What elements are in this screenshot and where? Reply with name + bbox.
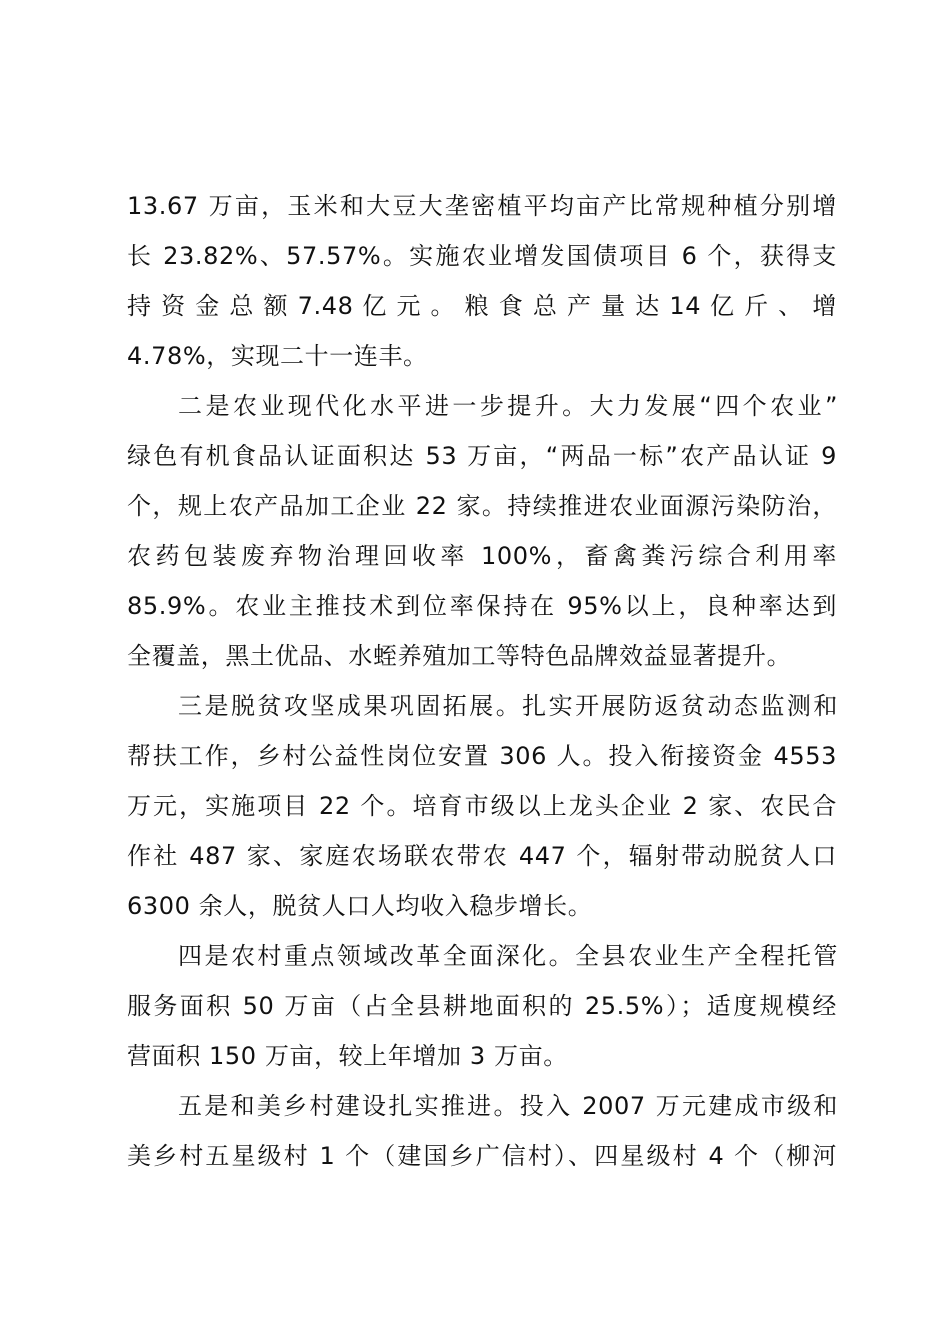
text-line: 营面积 150 万亩，较上年增加 3 万亩。 — [127, 1042, 568, 1070]
text-line: 作社 487 家、家庭农场联农带农 447 个，辐射带动脱贫人口 — [127, 842, 837, 870]
text-line: 全覆盖，黑土优品、水蛭养殖加工等特色品牌效益显著提升。 — [127, 642, 792, 670]
text-line: 农药包装废弃物治理回收率 100%，畜禽粪污综合利用率 — [127, 542, 837, 570]
paragraph-heading-line: 三是脱贫攻坚成果巩固拓展。扎实开展防返贫动态监测和 — [178, 692, 838, 720]
text-line: 持 资 金 总 额 7.48 亿 元 。 粮 食 总 产 量 达 14 亿 斤 、 增 — [127, 292, 837, 320]
text-line: 帮扶工作，乡村公益性岗位安置 306 人。投入衔接资金 4553 — [127, 742, 837, 770]
text-line: 6300 余人，脱贫人口人均收入稳步增长。 — [127, 892, 593, 920]
text-line: 个，规上农产品加工企业 22 家。持续推进农业面源污染防治， — [127, 492, 837, 520]
paragraph-heading-line: 四是农村重点领域改革全面深化。全县农业生产全程托管 — [178, 942, 838, 970]
text-line: 万元，实施项目 22 个。培育市级以上龙头企业 2 家、农民合 — [127, 792, 837, 820]
paragraph-heading-line: 五是和美乡村建设扎实推进。投入 2007 万元建成市级和 — [178, 1092, 838, 1120]
paragraph-heading-line: 二是农业现代化水平进一步提升。大力发展“四个农业” — [178, 392, 838, 420]
text-line: 85.9%。农业主推技术到位率保持在 95%以上，良种率达到 — [127, 592, 837, 620]
text-line: 长 23.82%、57.57%。实施农业增发国债项目 6 个，获得支 — [127, 242, 837, 270]
text-line: 13.67 万亩，玉米和大豆大垄密植平均亩产比常规种植分别增 — [127, 192, 837, 220]
text-line: 绿色有机食品认证面积达 53 万亩，“两品一标”农产品认证 9 — [127, 442, 837, 470]
text-line: 服务面积 50 万亩（占全县耕地面积的 25.5%）；适度规模经 — [127, 992, 837, 1020]
text-line: 4.78%，实现二十一连丰。 — [127, 342, 428, 370]
text-line: 美乡村五星级村 1 个（建国乡广信村）、四星级村 4 个（柳河 — [127, 1142, 837, 1170]
